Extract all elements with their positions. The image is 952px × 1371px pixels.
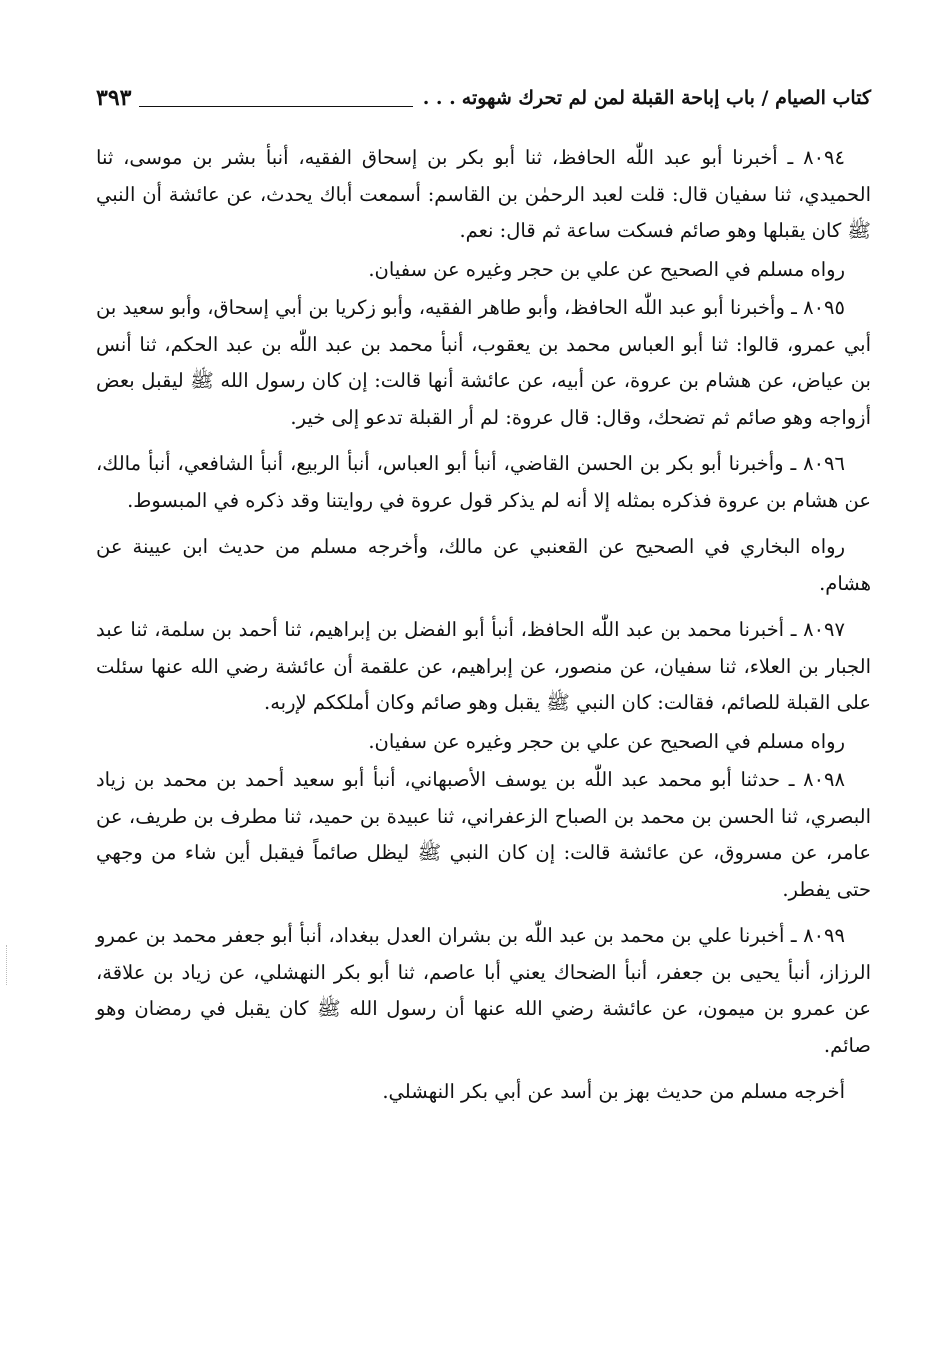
book-page bbox=[96, 78, 871, 1121]
hadith-8095: ٨٠٩٥ ـ وأخبرنا أبو عبد اللّٰه الحافظ، وأبو طاهر الفقيه، وأبو زكريا بن أبي إسحاق، وأبو سعيد بن أبي عمرو، قالوا: ثنا أبو العباس محمد بن يعقوب، أنبأ محمد بن عبد اللّٰه بن عبد الحكم، ثنا أنس بن عياض، عن هشام بن عروة، عن أبيه، عن عائشة أنها قالت: إن كان رسول الله ﷺ ليقبل بعض أزواجه وهو صائم ثم تضحك، وقال: قال عروة: لم أر القبلة تدعو إلى خير. bbox=[96, 296, 871, 429]
hadith-8098: ٨٠٩٨ ـ حدثنا أبو محمد عبد اللّٰه بن يوسف الأصبهاني، أنبأ أبو سعيد أحمد بن محمد بن زياد البصري، ثنا الحسن بن محمد بن الصباح الزعفراني، ثنا عبيدة بن حميد، ثنا مطرف بن طريف، عن عامر، عن مسروق، عن عائشة قالت: إن كان النبي ﷺ ليظل صائماً فيقبل أين شاء من وجهي حتى يفطر. bbox=[96, 768, 871, 901]
narration-note: رواه مسلم في الصحيح عن علي بن حجر وغيره عن سفيان. bbox=[368, 729, 845, 753]
hadith-8094: ٨٠٩٤ ـ أخبرنا أبو عبد اللّٰه الحافظ، ثنا أبو بكر بن إسحاق الفقيه، أنبأ بشر بن موسى، ثنا الحميدي، ثنا سفيان قال: قلت لعبد الرحمٰن بن القاسم: أسمعت أباك يحدث، عن عائشة أن النبي ﷺ كان يقبلها وهو صائم فسكت ساعة ثم قال: نعم. bbox=[96, 146, 871, 242]
margin-mark bbox=[6, 945, 13, 985]
header-title: كتاب الصيام / باب إباحة القبلة لمن لم تحرك شهوته bbox=[461, 87, 871, 109]
page-number: ٣٩٣ bbox=[96, 85, 132, 111]
hadith-8096: ٨٠٩٦ ـ وأخبرنا أبو بكر بن الحسن القاضي، أنبأ أبو العباس، أنبأ الربيع، أنبأ الشافعي، أنبأ مالك، عن هشام بن عروة فذكره بمثله إلا أنه لم يذكر قول عروة في روايتنا وقد ذكره في المبسوط. bbox=[96, 452, 871, 512]
narration-note: أخرجه مسلم من حديث بهز بن أسد عن أبي بكر النهشلي. bbox=[382, 1080, 845, 1103]
header-rule bbox=[139, 106, 412, 107]
header-ellipsis: . . . bbox=[422, 87, 456, 109]
narration-note: رواه مسلم في الصحيح عن علي بن حجر وغيره عن سفيان. bbox=[368, 257, 845, 281]
page-body bbox=[96, 140, 871, 1111]
hadith-8097: ٨٠٩٧ ـ أخبرنا محمد بن عبد اللّٰه الحافظ، أنبأ أبو الفضل بن إبراهيم، ثنا أحمد بن سلمة، ثنا عبد الجبار بن العلاء، ثنا سفيان، عن منصور، عن إبراهيم، عن علقمة أن عائشة رضي الله عنها سئلت على القبلة للصائم، فقالت: كان النبي ﷺ يقبل وهو صائم وكان أملككم لإربه. bbox=[96, 618, 871, 714]
narration-note: رواه البخاري في الصحيح عن القعنبي عن مالك، وأخرجه مسلم من حديث ابن عيينة عن هشام. bbox=[96, 535, 871, 595]
running-header bbox=[96, 78, 871, 118]
hadith-8099: ٨٠٩٩ ـ أخبرنا علي بن محمد بن عبد اللّٰه بن بشران العدل ببغداد، أنبأ أبو جعفر محمد بن عمرو الرزاز، أنبأ يحيى بن جعفر، أنبأ الضحاك يعني أبا عاصم، ثنا أبو بكر النهشلي، عن زياد بن علاقة، عن عمرو بن ميمون، عن عائشة رضي الله عنها أن رسول الله ﷺ كان يقبل في رمضان وهو صائم. bbox=[96, 924, 871, 1057]
